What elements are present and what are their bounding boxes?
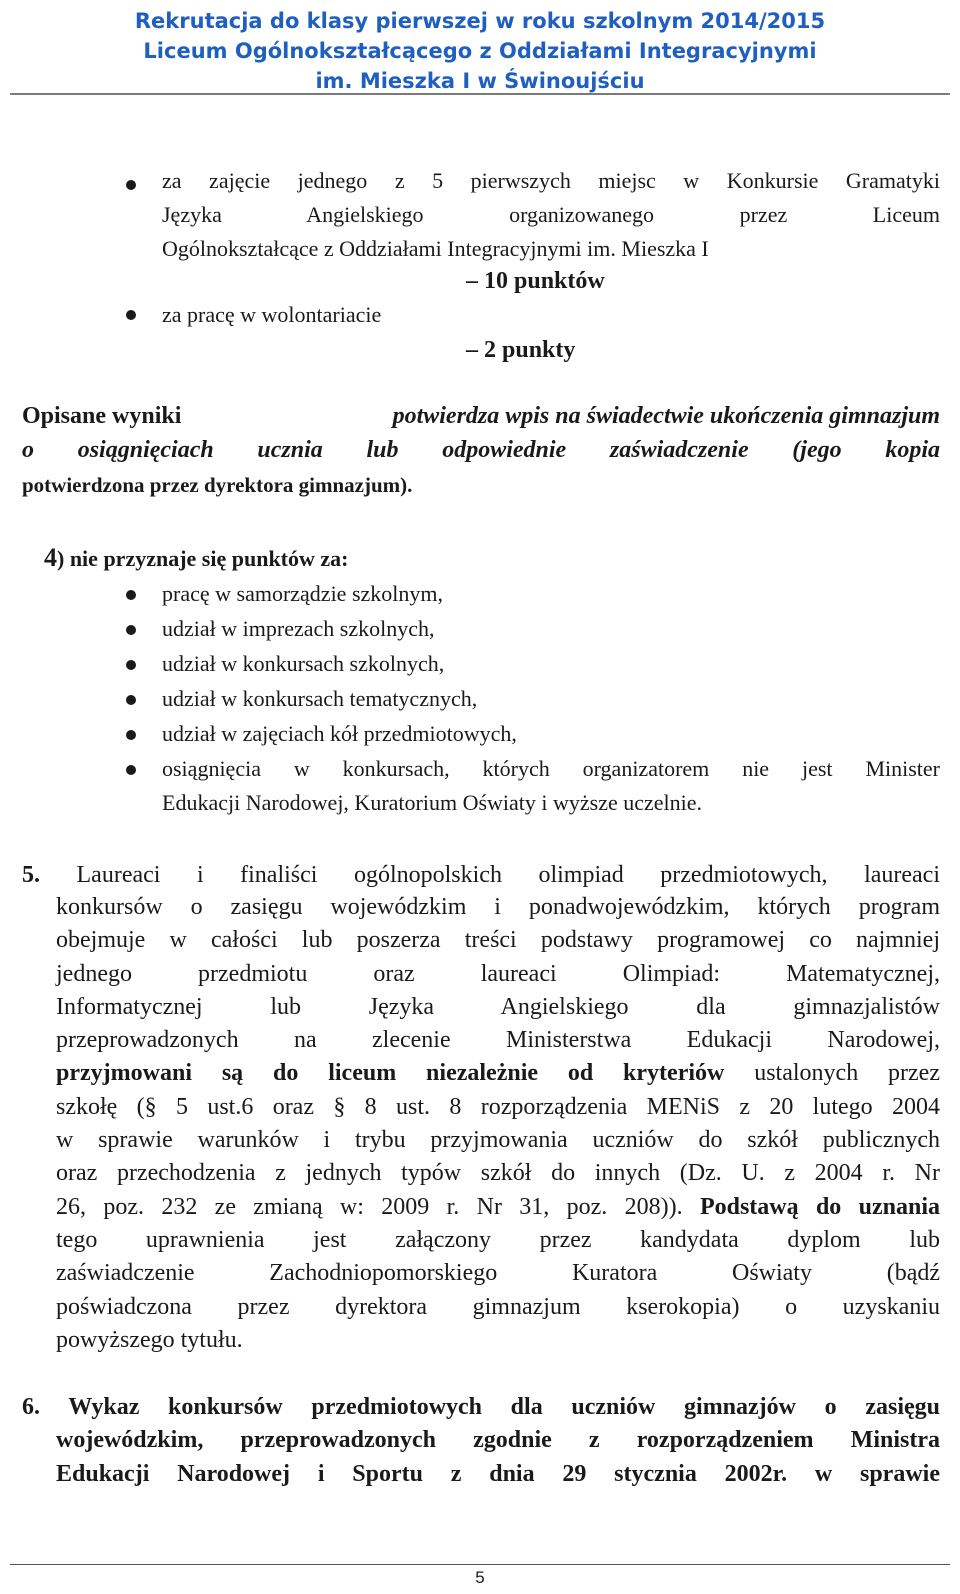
bullet-icon xyxy=(126,625,136,635)
footer-divider xyxy=(10,1564,950,1565)
list-item: udział w imprezach szkolnych, xyxy=(162,616,435,641)
list-item: udział w konkursach tematycznych, xyxy=(162,686,478,711)
bullet-icon xyxy=(126,180,136,190)
list-item: udział w konkursach szkolnych, xyxy=(162,651,445,676)
bullet-icon xyxy=(126,660,136,670)
header-school-name: Liceum Ogólnokształcącego z Oddziałami Integracyjnymi xyxy=(143,39,817,63)
list-item: za zajęcie jednego z 5 pierwszych miejsc w Konkursie Gramatyki Języka Angielskiego organizowanego przez Liceum Ogólnokształcące z Oddziałami Integracyjnymi im. Mieszka I xyxy=(162,168,940,261)
section-heading: 4) nie przyznaje się punktów za: xyxy=(44,543,349,572)
list-item: za pracę w wolontariacie xyxy=(162,302,382,327)
header-title: Rekrutacja do klasy pierwszej w roku szkolnym 2014/2015 xyxy=(134,9,826,33)
header-divider xyxy=(10,93,950,95)
document-header xyxy=(0,6,960,96)
page-number: 5 xyxy=(475,1568,485,1587)
bullet-icon xyxy=(126,695,136,705)
paragraph-line: potwierdzona przez dyrektora gimnazjum). xyxy=(22,473,413,497)
section-number: 5. xyxy=(22,862,40,888)
paragraph-line: 5. Laureaci i finaliści ogólnopolskich olimpiad przedmiotowych, laureaci xyxy=(22,862,941,888)
bullet-icon xyxy=(126,310,136,320)
paragraph: wojewódzkim, przeprowadzonych zgodnie z rozporządzeniem Ministra Edukacji Narodowej i Sportu z dnia 29 stycznia 2002r. w sprawie xyxy=(56,1427,940,1487)
list-item: osiągnięcia w konkursach, których organizatorem nie jest Minister Edukacji Narodowej, Kuratorium Oświaty i wyższe uczelnie. xyxy=(162,756,940,815)
section-heading: 6. Wykaz konkursów przedmiotowych dla uczniów gimnazjów o zasięgu xyxy=(22,1394,940,1420)
bullet-icon xyxy=(126,730,136,740)
section-number: 6. xyxy=(22,1394,40,1420)
points-value: – 2 punkty xyxy=(466,337,576,363)
points-value: – 10 punktów xyxy=(466,268,605,294)
list-item: udział w zajęciach kół przedmiotowych, xyxy=(162,721,517,746)
paragraph-line: Opisane wyniki potwierdza wpis na świadectwie ukończenia gimnazjum xyxy=(22,403,940,429)
paragraph: konkursów o zasięgu wojewódzkim i ponadwojewódzkim, których program obejmuje w całości lub poszerza treści podstawy programowej co najmniej jednego przedmiotu oraz laureaci Olimpiad: Matematycznej, Informatycznej lub Języka Angielskiego dla gimnazjalistów przeprowadzonych na zlecenie Ministerstwa Edukacji Narodowej, przyjmowani są do liceum niezależnie od kryteriów ustalonych przez szkołę (§ 5 ust.6 oraz § 8 ust. 8 rozporządzenia MENiS z 20 lutego 2004 w sprawie warunków i trybu przyjmowania uczniów do szkół publicznych oraz przechodzenia z jednych typów szkół do innych (Dz. U. z 2004 r. Nr 26, poz. 232 ze zmianą w: 2009 r. Nr 31, poz. 208)). Podstawą do uznania tego uprawnienia jest załączony przez kandydata dyplom lub zaświadczenie Zachodniopomorskiego Kuratora Oświaty (bądź poświadczona przez dyrektora gimnazjum kserokopia) o uzyskaniu powyższego tytułu. xyxy=(56,894,940,1353)
list-item: pracę w samorządzie szkolnym, xyxy=(162,581,443,606)
bullet-icon xyxy=(126,590,136,600)
header-school-patron: im. Mieszka I w Świnoujściu xyxy=(315,69,645,93)
bullet-icon xyxy=(126,765,136,775)
paragraph-line: o osiągnięciach ucznia lub odpowiednie zaświadczenie (jego kopia xyxy=(22,437,940,463)
section-number: 4 xyxy=(44,543,57,572)
